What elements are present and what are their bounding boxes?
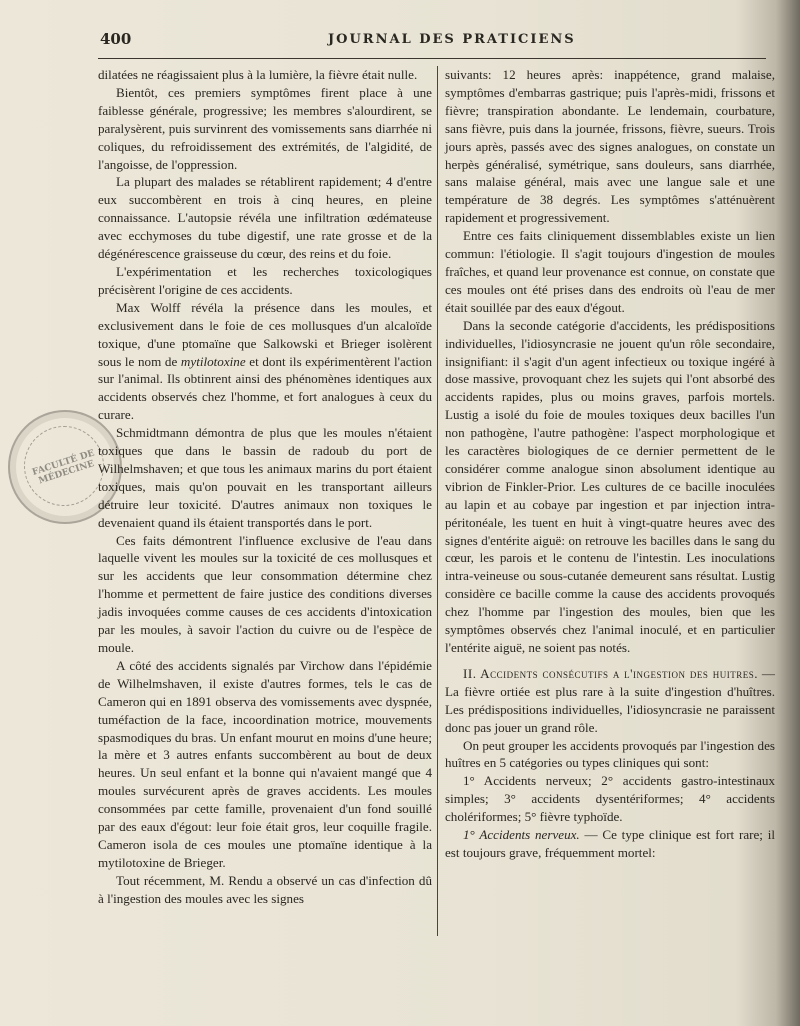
column-divider [437, 66, 438, 936]
journal-title: JOURNAL DES PRATICIENS [328, 32, 576, 47]
paragraph: 1° Accidents nerveux; 2° accidents gastro-intestinaux simples; 3° accidents dysentériformes; 4° accidents cholériformes; 5° fièvre typhoïde. [445, 773, 775, 825]
paragraph: Schmidtmann démontra de plus que les moules n'étaient toxiques que dans le bassin de radoub du port de Wilhelmshaven; et que tous les animaux marins du port étaient toxiques, mais qu'on pouvait en les transportant ailleurs détruire leur toxicité. D'autres animaux non toxiques le devenaient quand ils étaient transportés dans le port. [98, 425, 432, 530]
paragraph: Dans la seconde catégorie d'accidents, les prédispositions individuelles, l'idiosyncrasie ne jouent qu'un rôle secondaire, insignifiant: il s'agit d'un agent infectieux ou toxique ingéré à dose massive, provoquant chez les sujets qui l'ont absorbé des accidents rapides, plus ou moins graves, parfois mortels. Lustig a isolé du foie de moules toxiques deux bacilles l'un non pathogène, l'autre pathogène: l'aspect morphologique et les caractères biologiques de ce dernier permettent de le considérer comme analogue sinon absolument identique au vibrion de Finkler-Prior. Les cultures de ce bacille inoculées au lapin et au cobaye par ingestion et par injection intra-péritonéale, les tuent en huit à vingt-quatre heures avec des signes d'entérite aiguë: on retrouve les bacilles dans le sang du cœur, les parois et le contenu de l'intestin. Les inoculations intra-veineuse ou sous-cutanée demeurent sans résultat. Lustig considère ce bacille comme la cause des accidents provoqués chez l'homme par l'ingestion des moules, bien que les symptômes observés chez l'animal inoculé, et en particulier l'entérite aiguë, ne soient pas notés. [445, 317, 775, 655]
header-rule [98, 58, 766, 59]
italic-term: 1° Accidents nerveux. [463, 827, 580, 843]
paragraph [445, 826, 775, 862]
page-header [100, 30, 770, 54]
paragraph [98, 299, 432, 424]
text-run: et dont ils expérimentèrent l'action sur l'animal. Ils obtinrent ainsi des phénomènes identiques aux accidents observés chez l'homme, et fort analogues à ceux du curare. [98, 353, 432, 423]
italic-term: mytilotoxine [180, 353, 246, 369]
paragraph: Tout récemment, M. Rendu a observé un cas d'infection dû à l'ingestion des moules avec les signes [98, 872, 432, 906]
paragraph: Bientôt, ces premiers symptômes firent place à une faiblesse générale, progressive; les membres s'alourdirent, se paralysèrent, puis survinrent des vomissements sans diarrhée ni coliques, du refroidissement des extrémités, de l'algidité, de l'angoisse, de l'oppression. [98, 84, 432, 172]
paragraph: L'expérimentation et les recherches toxicologiques précisèrent l'origine de ces accidents. [98, 263, 432, 297]
paragraph: dilatées ne réagissaient plus à la lumière, la fièvre était nulle. [98, 67, 418, 82]
text-run: — La fièvre ortiée est plus rare à la suite d'ingestion d'huîtres. Les prédispositions individuelles, l'idiosyncrasie ne paraissent donc pas jouer un grand rôle. [445, 665, 775, 735]
section-heading: II. Accidents consécutifs a l'ingestion des huitres. [463, 665, 759, 681]
paragraph: suivants: 12 heures après: inappétence, grand malaise, symptômes d'embarras gastrique; puis l'après-midi, frissons et fièvre; transpiration abondante. Le lendemain, courbature, sans fièvre, puis dans la journée, frissons, fièvre, sueurs. Trois jours après, passés avec des signes analogues, on constate un herpès généralisé, symétrique, sans douleurs, sans diarrhée, sans malaise général, mais avec une langue sale et une température de 38 degrés. Les symptômes s'atténuèrent rapidement et progressivement. [445, 67, 775, 226]
paragraph: Entre ces faits cliniquement dissemblables existe un lien commun: l'étiologie. Il s'agit toujours d'ingestion de moules fraîches, et quand leur provenance est connue, on constate que ces moules ont été prises dans des endroits où l'eau de mer était souillée par des eaux d'égout. [445, 228, 775, 315]
stamp-text: FACULTÉ DE MÉDECINE [31, 448, 96, 487]
paragraph: Ces faits démontrent l'influence exclusive de l'eau dans laquelle vivent les moules sur la toxicité de ces mollusques et sur les accidents que leur consommation détermine chez l'homme et permettent de faire justice des conditions diverses jadis invoquées comme causes de ces accidents d'intoxication par les moules, à savoir l'action du cuivre ou de l'espèce de moule. [98, 532, 432, 655]
text-run: Max Wolff révéla la présence dans les moules, et exclusivement dans le foie de ces mollusques d'un alcaloïde toxique, d'une ptomaïne que Salkowski et Brieger isolèrent sous le nom de [98, 299, 432, 369]
paragraph: La plupart des malades se rétablirent rapidement; 4 d'entre eux succombèrent en trois à cinq heures, en pleine connaissance. L'autopsie révéla une infiltration œdémateuse avec ecchymoses du tube digestif, une rate grosse et de la dégénérescence graisseuse du cœur, des reins et du foie. [98, 174, 432, 262]
text-run: — Ce type clinique est fort rare; il est toujours grave, fréquemment mortel: [445, 827, 775, 860]
paragraph: On peut grouper les accidents provoqués par l'ingestion des huîtres en 5 catégories ou types cliniques qui sont: [445, 737, 775, 771]
paragraph: A côté des accidents signalés par Virchow dans l'épidémie de Wilhelmshaven, il existe d'autres formes, tels le cas de Cameron qui en 1891 observa des vomissements avec dyspnée, tuméfaction de la face, incoordination motrice, mouvements spasmodiques du bras. Un enfant mourut en moins d'une heure; la mère et 3 autres enfants succombèrent au bout de deux heures. Un seul enfant et la bonne qui n'avaient mangé que 4 moules survécurent après de graves accidents. Les moules consommées par cette famille, provenaient d'un fond souillé par des eaux d'égout: leur foie était gros, leur coquille fragile. Cameron isola de ces moules une ptomaïne identique à la mytilotoxine de Brieger. [98, 657, 432, 870]
page-number: 400 [100, 30, 132, 48]
left-column [98, 66, 432, 908]
section-paragraph [445, 665, 775, 737]
right-column [445, 66, 775, 862]
